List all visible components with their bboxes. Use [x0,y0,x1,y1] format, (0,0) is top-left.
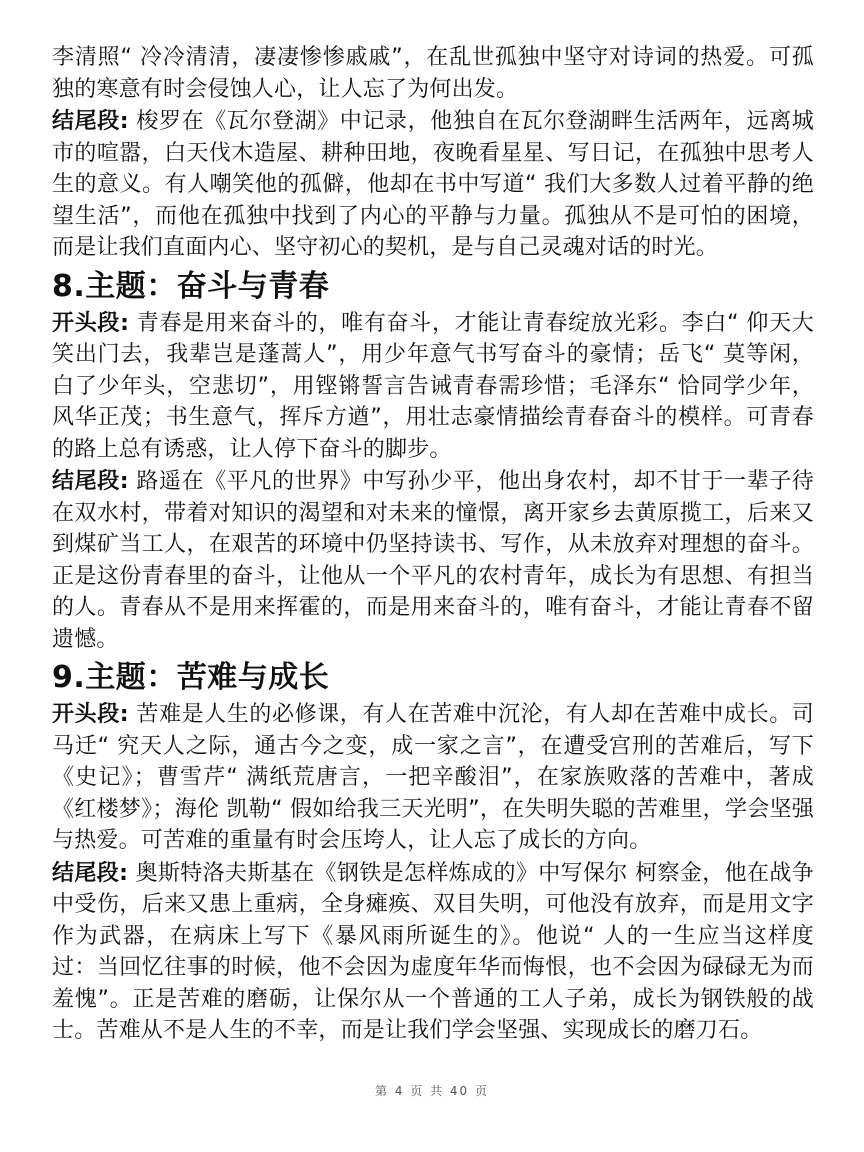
section7-ending-paragraph [52,106,814,264]
document-page [52,42,814,1047]
ending-text: 路遥在《平凡的世界》中写孙少平，他出身农村，却不甘于一辈子待在双水村，带着对知识的渴望和对未来的憧憬，离开家乡去黄原揽工，后来又到煤矿当工人，在艰苦的环境中仍坚持读书、写作，从未放弃对理想的奋斗。正是这份青春里的奋斗，让他从一个平凡的农村青年，成长为有思想、有担当的人。青春从不是用来挥霍的，而是用来奋斗的，唯有奋斗，才能让青春不留遗憾。 [52,469,814,652]
opening-text: 苦难是人生的必修课，有人在苦难中沉沦，有人却在苦难中成长。司马迁“ 究天人之际，通古今之变，成一家之言”，在遭受宫刑的苦难后，写下《史记》；曹雪芹“ 满纸荒唐言，一把辛酸泪”，在家族败落的苦难中，著成《红楼梦》；海伦 凯勒“ 假如给我三天光明”，在失明失聪的苦难里，学会坚强与热爱。可苦难的重量有时会压垮人，让人忘了成长的方向。 [52,702,814,853]
section9-ending-paragraph [52,858,814,1047]
ending-label: 结尾段: [52,860,129,886]
ending-label: 结尾段: [52,109,129,134]
section8-heading: 8.主题：奋斗与青春 [52,268,330,304]
ending-label: 结尾段: [52,469,129,494]
page-number-footer: 第 4 页 共 40 页 [375,1084,489,1098]
section9-opening-paragraph [52,699,814,857]
section8-opening-paragraph [52,308,814,466]
opening-label: 开头段: [52,702,129,727]
ending-text: 梭罗在《瓦尔登湖》中记录，他独自在瓦尔登湖畔生活两年，远离城市的喧嚣，白天伐木造屋、耕种田地，夜晚看星星、写日记，在孤独中思考人生的意义。有人嘲笑他的孤僻，他却在书中写道“ 我们大多数人过着平静的绝望生活”，而他在孤独中找到了内心的平静与力量。孤独从不是可怕的困境，而是让我们直面内心、坚守初心的契机，是与自己灵魂对话的时光。 [52,109,814,260]
ending-text: 奥斯特洛夫斯基在《钢铁是怎样炼成的》中写保尔 柯察金，他在战争中受伤，后来又患上重病，全身瘫痪、双目失明，可他没有放弃，而是用文字作为武器，在病床上写下《暴风雨所诞生的》。他说“ 人的一生应当这样度过：当回忆往事的时候，他不会因为虚度年华而悔恨，也不会因为碌碌无为而羞愧”。正是苦难的磨砺，让保尔从一个普通的工人子弟，成长为钢铁般的战士。苦难从不是人生的不幸，而是让我们学会坚强、实现成长的磨刀石。 [52,860,814,1043]
section9-heading: 9.主题：苦难与成长 [52,660,330,695]
intro-paragraph-tail: 李清照“ 冷冷清清，凄凄惨惨戚戚”，在乱世孤独中坚守对诗词的热爱。可孤独的寒意有时会侵蚀人心，让人忘了为何出发。 [52,45,814,102]
opening-text: 青春是用来奋斗的，唯有奋斗，才能让青春绽放光彩。李白“ 仰天大笑出门去，我辈岂是蓬蒿人”，用少年意气书写奋斗的豪情；岳飞“ 莫等闲，白了少年头，空悲切”，用铿锵誓言告诫青春需珍惜；毛泽东“ 恰同学少年，风华正茂；书生意气，挥斥方遒”，用壮志豪情描绘青春奋斗的模样。可青春的路上总有诱惑，让人停下奋斗的脚步。 [52,310,814,462]
opening-label: 开头段: [52,310,130,336]
section8-ending-paragraph [52,466,814,655]
